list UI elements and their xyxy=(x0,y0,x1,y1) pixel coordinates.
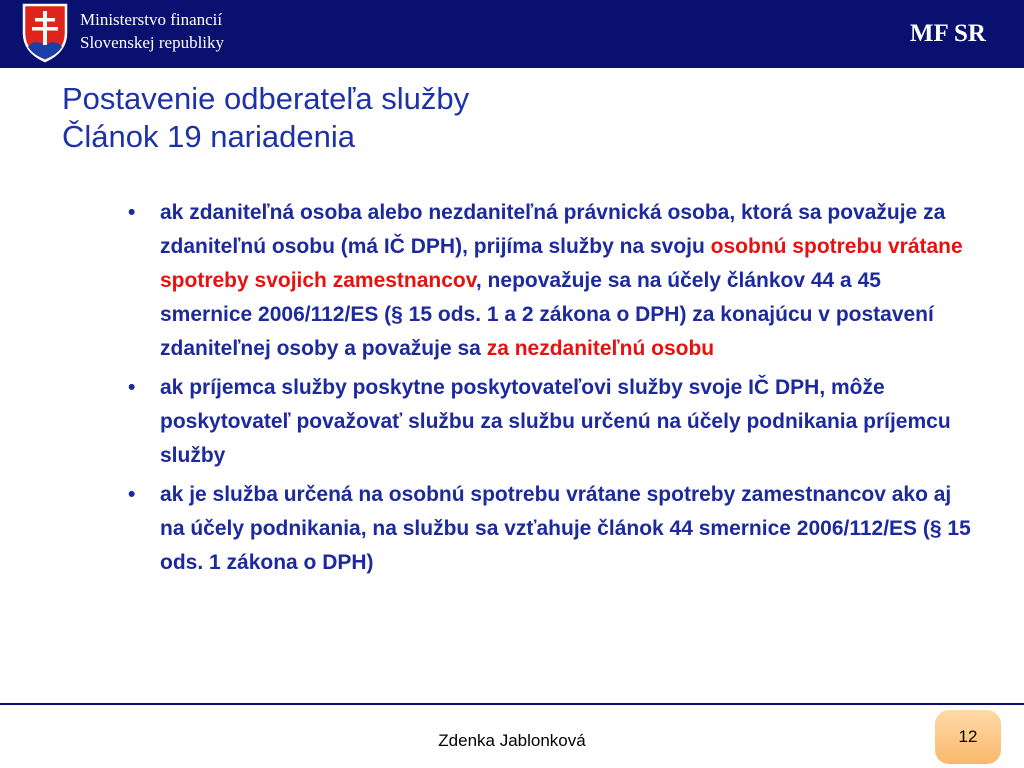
bullet-dot: • xyxy=(128,376,136,399)
bullet-text: , nepovažuje sa na účely článkov 44 a 45 smernice 2006/112/ES (§ 15 ods. 1 a 2 zákona o DPH) za konajúcu v postavení zdaniteľnej osoby a považuje sa xyxy=(160,269,934,360)
bullet-item xyxy=(124,478,974,580)
header-bar xyxy=(0,0,1024,68)
ministry-name-line1: Ministerstvo financií xyxy=(80,10,223,29)
bullet-item xyxy=(124,371,974,473)
slide-title-line2: Článok 19 nariadenia xyxy=(62,119,355,154)
slovak-coat-of-arms-icon xyxy=(22,3,68,63)
bullet-text: ak zdaniteľná osoba alebo nezdaniteľná právnická osoba, ktorá sa považuje za zdaniteľnú osobu (má IČ DPH), prijíma služby na svoju xyxy=(160,201,946,258)
bullet-list xyxy=(124,196,974,585)
slide-title-line1: Postavenie odberateľa služby xyxy=(62,81,470,116)
bullet-text: ak je služba určená na osobnú spotrebu vrátane spotreby zamestnancov ako aj na účely podnikania, na službu sa vzťahuje článok 44 smernice 2006/112/ES (§ 15 ods. 1 zákona o DPH) xyxy=(160,483,971,574)
bullet-highlight-text: za nezdaniteľnú osobu xyxy=(486,337,715,360)
bullet-dot: • xyxy=(128,483,136,506)
footer-divider xyxy=(0,703,1024,705)
ministry-short-name: MF SR xyxy=(909,20,986,47)
footer-author: Zdenka Jablonková xyxy=(438,731,586,750)
page-number-badge: 12 xyxy=(935,710,1001,764)
ministry-name xyxy=(80,8,224,54)
bullet-text: ak príjemca služby poskytne poskytovateľovi služby svoje IČ DPH, môže poskytovateľ považovať službu za službu určenú na účely podnikania príjemcu služby xyxy=(160,376,951,467)
bullet-highlight-text: osobnú spotrebu vrátane spotreby svojich zamestnancov xyxy=(160,235,963,292)
bullet-dot: • xyxy=(128,201,136,224)
bullet-item xyxy=(124,196,974,366)
ministry-name-line2: Slovenskej republiky xyxy=(80,33,225,52)
slide-title xyxy=(62,80,469,156)
